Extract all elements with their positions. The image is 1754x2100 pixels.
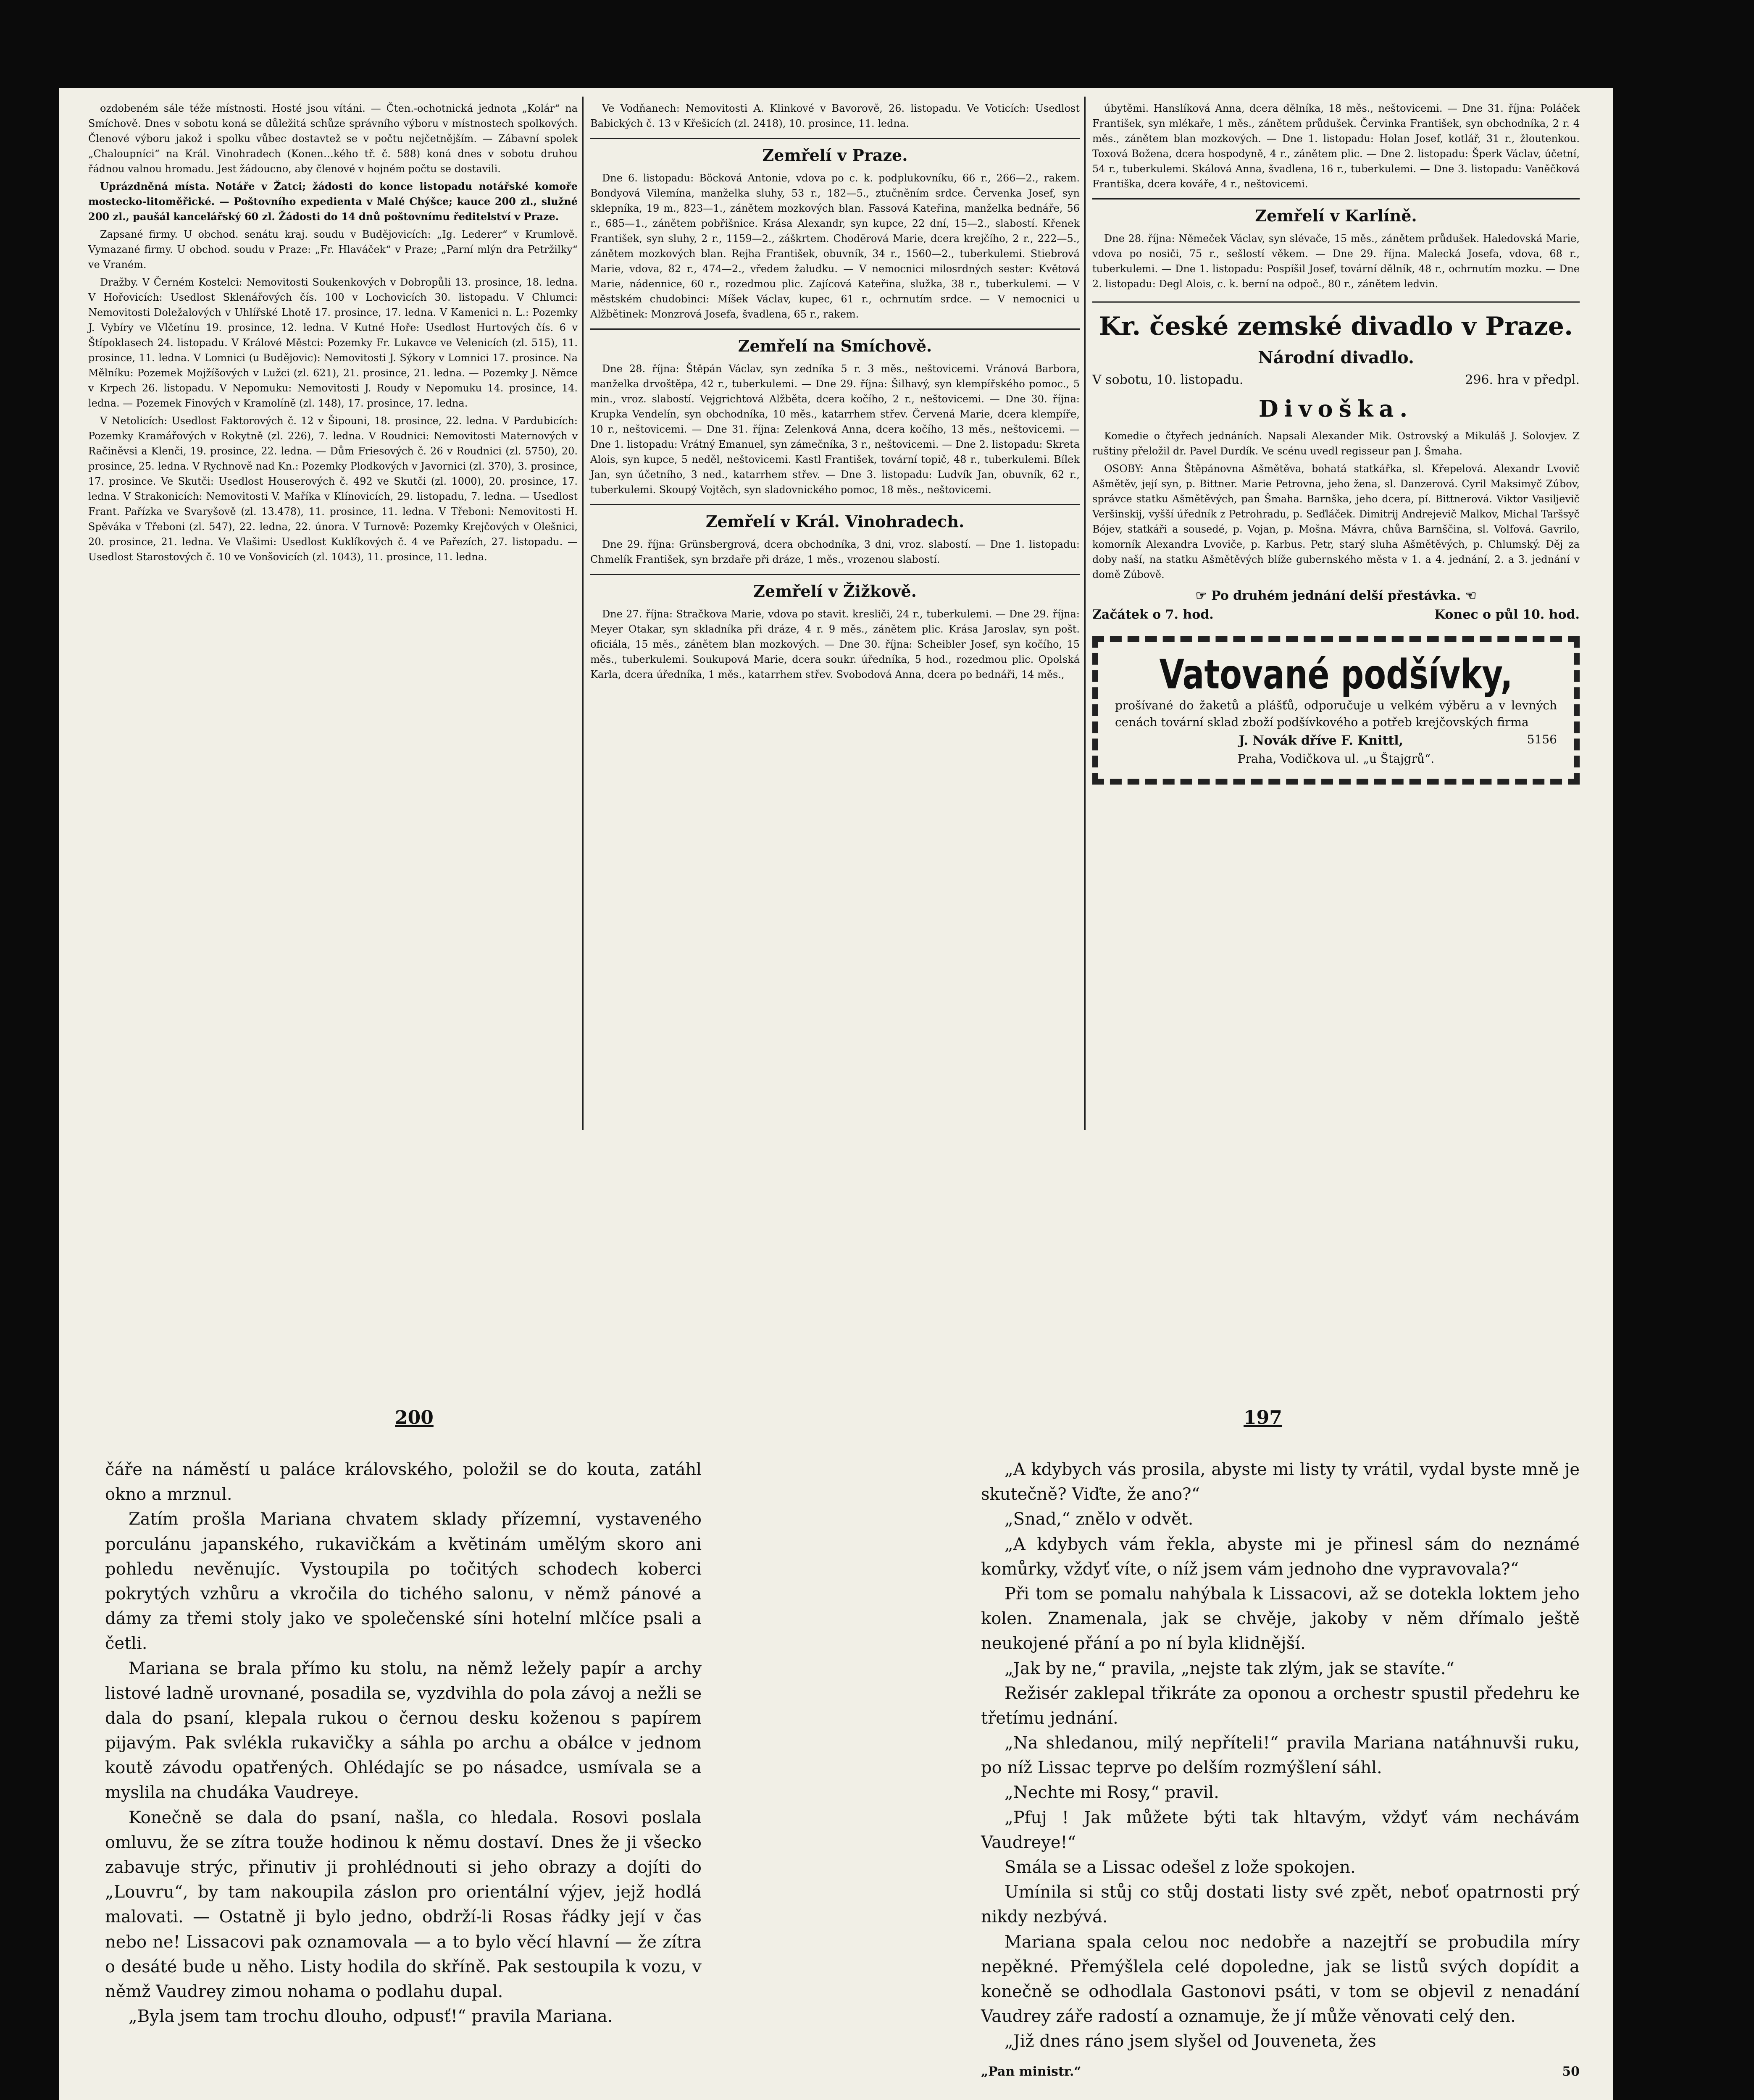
paragraph: čáře na náměstí u paláce královského, položil se do kouta, zatáhl okno a mrznul. bbox=[105, 1460, 702, 1504]
auctions-notice: Dražby. V Černém Kostelci: Nemovitosti Soukenkových v Dobropůli 13. prosince, 18. ledna. V Hořovicích: Usedlost Sklenářových čís. 100 v Lochovicích 30. listopadu. V Chlumci: Nemovitosti Doležalových v Uhlířské Lhotě 17. prosince, 17. ledna. V Kamenici n. L.: Pozemky J. Vybíry ve Vlčetínu 19. prosince, 12. ledna. V Kutné Hoře: Usedlost Hurtových čís. 6 v Štípoklasech 24. listopadu. V Králové Městci: Pozemky Fr. Lukavce ve Velenicích (zl. 515), 11. prosince, 11. ledna. V Lomnici (u Budějovic): Nemovitosti J. Sýkory v Lomnici 17. prosince. Na Mělníku: Pozemek Mojžíšových v Lužci (zl. 621), 21. prosince, 21. ledna. — Pozemky J. Němce v Krpech 26. listopadu. V Nepomuku: Nemovitosti J. Roudy v Nepomuku 14. prosince, 14. ledna. — Pozemek Finových v Kramolíně (zl. 148), 17. prosince, 17. ledna. bbox=[88, 276, 578, 409]
start-time: Začátek o 7. hod. bbox=[1092, 607, 1214, 622]
paragraph: „Nechte mi Rosy,“ pravil. bbox=[1005, 1783, 1219, 1803]
book-page-left bbox=[105, 1457, 702, 2029]
column-divider bbox=[582, 97, 584, 1130]
paragraph: „A kdybych vás prosila, abyste mi listy ty vrátil, vydal byste mně je skutečně? Viďte, že ano?“ bbox=[981, 1460, 1580, 1504]
paragraph: Režisér zaklepal třikráte za oponou a orchestr spustil předehru ke třetímu jednání. bbox=[981, 1683, 1580, 1728]
theater-subtitle: Národní divadlo. bbox=[1258, 348, 1414, 368]
deaths-smichov: Dne 28. října: Štěpán Václav, syn zedníka 5 r. 3 měs., neštovicemi. Vránová Barbora, manželka drvoštěpa, 42 r., tuberkulemi. — Dne 29. října: Šilhavý, syn klempířského pomoc., 5 min., vroz. slabostí. Vejgrichtová Alžběta, dcera kočího, 2 r., neštovicemi. — Dne 30. října: Krupka Vendelín, syn obchodníka, 10 měs., katarrhem střev. Červená Marie, dcera klempíře, 10 r., neštovicemi. — Dne 31. října: Zelenková Anna, dcera kočího, 13 měs., neštovicemi. — Dne 1. listopadu: Vrátný Emanuel, syn zámečníka, 3 r., neštovicemi. — Dne 2. listopadu: Skreta Alois, syn kupce, 5 neděl, neštovicemi. Kastl František, tovární topič, 48 r., tuberkulemi. Bílek Jan, syn účetního, 3 ned., katarrhem střev. — Dne 3. listopadu: Ludvík Jan, obuvník, 62 r., tuberkulemi. Skoupý Vojtěch, syn sladovnického pomoc, 18 měs., neštovicemi. bbox=[590, 363, 1080, 496]
deaths-zizkov-continued: úbytěmi. Hanslíková Anna, dcera dělníka, 18 měs., neštovicemi. — Dne 31. října: Poláček František, syn mlékaře, 1 měs., zánětem průdušek. Červinka František, syn obchodníka, 2 r. 4 měs., zánětem blan mozkových. — Dne 1. listopadu: Holan Josef, kotlář, 31 r., žloutenkou. Toxová Božena, dcera hospodyně, 4 r., zánětem plic. — Dne 2. listopadu: Šperk Václav, účetní, 54 r., tuberkulemi. Skálová Anna, švadlena, 16 r., tuberkulemi. — Dne 3. listopadu: Vaněčková Františka, dcera kováře, 4 r., neštovicemi. bbox=[1092, 102, 1580, 190]
newspaper-sheet bbox=[59, 88, 1613, 2100]
end-time: Konec o půl 10. hod. bbox=[1434, 607, 1580, 622]
registered-firms-notice: Zapsané firmy. U obchod. senátu kraj. soudu v Budějovicích: „Ig. Lederer“ v Krumlově. Vymazané firmy. U obchod. soudu v Praze: „Fr. Hlaváček“ v Praze; „Parní mlýn dra Petržilky“ ve Vraném. bbox=[88, 228, 578, 270]
performance-date: V sobotu, 10. listopadu. bbox=[1092, 373, 1244, 387]
pointing-hand-icon: ☜ bbox=[1461, 588, 1477, 603]
ad-text: prošívané do žaketů a plášťů, odporučuje u velkém výběru a v levných cenách tovární sklad zboží podšívkového a potřeb krejčovských firma bbox=[1115, 698, 1557, 730]
play-description: Komedie o čtyřech jednáních. Napsali Alexander Mik. Ostrovský a Mikuláš J. Solovjev. Z ruštiny přeložil dr. Pavel Durdík. Ve scénu uvedl regisseur pan J. Šmaha. bbox=[1092, 430, 1580, 457]
ad-firm: J. Novák dříve F. Knittl, bbox=[1239, 733, 1404, 748]
play-title: Divoška. bbox=[1258, 395, 1414, 422]
column-divider bbox=[1084, 97, 1086, 1130]
paragraph: „Pfuj ! Jak můžete býti tak hltavým, vždyť vám nechávám Vaudreye!“ bbox=[981, 1808, 1580, 1852]
page-footer bbox=[981, 2063, 1580, 2081]
column-local-news bbox=[88, 101, 578, 567]
heading-deaths-karlin: Zemřelí v Karlíně. bbox=[1092, 198, 1580, 228]
paragraph: „Snad,“ znělo v odvět. bbox=[1005, 1509, 1194, 1529]
footer-title: „Pan ministr.“ bbox=[981, 2064, 1081, 2079]
advertisement-box bbox=[1092, 636, 1580, 785]
column-theater-ads bbox=[1092, 101, 1580, 785]
play-cast: OSOBY: Anna Štěpánovna Ašmětěva, bohatá statkářka, sl. Křepelová. Alexandr Lvovič Ašmětěv, její syn, p. Bittner. Marie Petrovna, jeho žena, sl. Danzerová. Cyril Maksimyč Zúbov, správce statku Ašmětěvých, pan Šmaha. Barnška, jeho dcera, pí. Bittnerová. Viktor Vasiljevič Veršinskij, vyšší úředník z Petrohradu, p. Seďláček. Dimitrij Andrejevič Malkov, Michal Taršsyč Bójev, statkáři a sousedé, p. Vojan, p. Mošna. Mávra, chůva Barnščina, sl. Volfová. Gavrilo, komorník Alexandra Lvoviče, p. Karbus. Petr, starý sluha Ašmětěvých, p. Chlumský. Děj za doby naší, na statku Ašmětěvých blíže gubernského města v 1. a 4. jednání, 2. a 3. jednání v domě Zúbově. bbox=[1092, 463, 1580, 580]
paragraph: Mariana se brala přímo ku stolu, na němž ležely papír a archy listové ladně urovnané, posadila se, vyzdvihla do pola závoj a nežli se dala do psaní, klepala rukou o černou desku koženou s papírem pijavým. Pak svlékla rukavičky a sáhla po archu a obálce v jednom koutě závodu opatřených. Ohlédajíc se po násadce, usmívala se a myslila na chudáka Vaudreye. bbox=[105, 1659, 702, 1803]
vacancies-notice: Uprázdněná místa. Notáře v Žatci; žádosti do konce listopadu notářské komoře mostecko-litoměřické. — Poštovního expedienta v Malé Chýšce; kauce 200 zl., služné 200 zl., paušál kancelářský 60 zl. Žádosti do 14 dnů poštovnímu ředitelství v Praze. bbox=[88, 180, 578, 223]
paragraph: Umínila si stůj co stůj dostati listy své zpět, neboť opatrnosti prý nikdy nezbývá. bbox=[981, 1882, 1580, 1927]
page-number-left: 200 bbox=[395, 1407, 434, 1428]
paragraph: „A kdybych vám řekla, abyste mi je přinesl sám do neznámé komůrky, vždyť víte, o níž jsem vám jednoho dne vypravovala?“ bbox=[981, 1534, 1580, 1579]
paragraph: „Byla jsem tam trochu dlouho, odpusť!“ pravila Mariana. bbox=[129, 2007, 613, 2026]
club-notices: ozdobeném sále téže místnosti. Hosté jsou vítáni. — Čten.-ochotnická jednota „Kolár“ na Smíchově. Dnes v sobotu koná se důležitá schůze správního výboru v místnostech spolkových. Členové výboru jakož i spolku vůbec dostavtež se v počtu nejčetnějším. — Zábavní spolek „Chaloupníci“ na Král. Vinohradech (Konen…kého tř. č. 588) koná dnes v sobotu druhou řádnou valnou hromadu. Jest žádoucno, aby členové v hojném počtu se dostavili. bbox=[88, 102, 578, 175]
heading-deaths-prague: Zemřelí v Praze. bbox=[590, 138, 1080, 167]
footer-signature: 50 bbox=[1562, 2064, 1580, 2079]
deaths-vinohrady: Dne 29. října: Grünsbergrová, dcera obchodníka, 3 dni, vroz. slabostí. — Dne 1. listopadu: Chmelík František, syn brzdaře při dráze, 1 měs., vrozenou slabostí. bbox=[590, 538, 1080, 565]
auctions-tail: Ve Vodňanech: Nemovitosti A. Klinkové v Bavorově, 26. listopadu. Ve Voticích: Usedlost Babických č. 13 v Křešicích (zl. 2418), 10. prosince, 11. ledna. bbox=[590, 102, 1080, 129]
paragraph: „Jak by ne,“ pravila, „nejste tak zlým, jak se stavíte.“ bbox=[1005, 1659, 1454, 1678]
intermission-note bbox=[1092, 586, 1580, 605]
performance-number: 296. hra v předpl. bbox=[1465, 373, 1580, 387]
ad-number: 5156 bbox=[1527, 732, 1557, 746]
intermission-text: Po druhém jednání delší přestávka. bbox=[1211, 588, 1461, 603]
performance-times bbox=[1092, 605, 1580, 624]
paragraph: Smála se a Lissac odešel z lože spokojen. bbox=[1005, 1858, 1356, 1877]
paragraph: „Již dnes ráno jsem slyšel od Jouveneta, žes bbox=[1005, 2032, 1376, 2051]
pointing-hand-icon: ☞ bbox=[1195, 588, 1211, 603]
ad-title: Vatované podšívky, bbox=[1159, 651, 1513, 698]
paragraph: Mariana spala celou noc nedobře a nazejtří se probudila míry nepěkné. Přemýšlela celé dopoledne, jak se listů svých dopídit a konečně se odhodlala Gastonovi psáti, v tom se objevil z nenadání Vaudrey záře radostí a oznamuje, že jí může věnovati celý den. bbox=[981, 1932, 1580, 2026]
heading-deaths-vinohrady: Zemřelí v Král. Vinohradech. bbox=[590, 504, 1080, 533]
auctions-notice-continued: V Netolicích: Usedlost Faktorových č. 12 v Šipouni, 18. prosince, 22. ledna. V Pardubicích: Pozemky Kramářových v Rokytně (zl. 226), 7. ledna. V Roudnici: Nemovitosti Maternových v Račiněvsi a Klenči, 19. prosince, 22. ledna. — Dům Friesových č. 26 v Roudnici (zl. 5750), 20. prosince, 25. ledna. V Rychnově nad Kn.: Pozemky Plodkových v Javornici (zl. 370), 3. prosince, 17. prosince. Ve Skutči: Usedlost Houserových č. 492 ve Skutči (zl. 1000), 20. prosince, 17. ledna. V Strakonicích: Nemovitosti V. Maříka v Klínovicích, 29. listopadu, 7. ledna. — Usedlost Frant. Pařízka ve Svaryšově (zl. 13.478), 11. prosince, 11. ledna. V Třeboni: Nemovitosti H. Spěváka v Třeboni (zl. 547), 22. ledna, 22. února. V Turnově: Pozemky Krejčových v Olešnici, 20. prosince, 21. ledna. Ve Vlašimi: Usedlost Kuklíkových č. 4 ve Pařezích, 27. listopadu. — Usedlost Starostových č. 10 ve Vonšovicích (zl. 1043), 11. prosince, 11. ledna. bbox=[88, 415, 578, 563]
book-page-right bbox=[981, 1457, 1580, 2081]
performance-info bbox=[1092, 370, 1580, 389]
heading-deaths-smichov: Zemřelí na Smíchově. bbox=[590, 328, 1080, 358]
theater-title: Kr. české zemské divadlo v Praze. bbox=[1092, 301, 1580, 345]
page-number-right: 197 bbox=[1244, 1407, 1282, 1428]
paragraph: Konečně se dala do psaní, našla, co hledala. Rosovi poslala omluvu, že se zítra touže hodinou k němu dostaví. Dnes že ji všecko zabavuje strýc, přinutiv ji prohlédnouti si jeho obrazy a dojíti do „Louvru“, by tam nakoupila záslon pro orientální výjev, jejž hodlá malovati. — Ostatně ji bylo jedno, obdrží-li Rosas řádky její v čas nebo ne! Lissacovi pak oznamovala — a to bylo věcí hlavní — že zítra o desáté bude u něho. Listy hodila do skříně. Pak sestoupila k vozu, v němž Vaudrey zimou nohama o podlahu dupal. bbox=[105, 1808, 702, 2001]
deaths-karlin: Dne 28. října: Němeček Václav, syn slévače, 15 měs., zánětem průdušek. Haledovská Marie, vdova po nosiči, 75 r., sešlostí věkem. — Dne 29. října. Malecká Josefa, vdova, 68 r., tuberkulemi. — Dne 1. listopadu: Pospíšil Josef, tovární dělník, 48 r., ochrnutím mozku. — Dne 2. listopadu: Degl Alois, c. k. berní na odpoč., 80 r., zánětem ledvin. bbox=[1092, 233, 1580, 290]
deaths-prague: Dne 6. listopadu: Böcková Antonie, vdova po c. k. podplukovníku, 66 r., 266—2., rakem. Bondyová Vilemína, manželka sluhy, 53 r., 182—5., ztučněním srdce. Červenka Josef, syn sklepníka, 19 m., 823—1., zánětem mozkových blan. Fassová Kateřina, manželka bednáře, 56 r., 685—1., zánětem pobřišnice. Krása Alexandr, syn kupce, 22 dní, 15—2., slabostí. Křenek František, syn sluhy, 2 r., 1159—2., záškrtem. Chodĕrová Marie, dcera krejčího, 2 r., 222—5., zánětem mozkových blan. Rejha František, obuvník, 34 r., 1560—2., tuberkulemi. Stiebrová Marie, vdova, 82 r., 474—2., vředem žaludku. — V nemocnici milosrdných sester: Květová Marie, nádennice, 60 r., rozedmou plic. Zajícová Kateřina, služka, 38 r., tuberkulemi. — V městském chudobinci: Míšek Václav, kupec, 61 r., ochrnutím srdce. — V nemocnici u Alžbětinek: Monzrová Josefa, švadlena, 65 r., rakem. bbox=[590, 172, 1080, 320]
paragraph: Zatím prošla Mariana chvatem sklady přízemní, vystaveného porculánu japanského, rukavičkám a květinám umělým skoro ani pohledu nevěnujíc. Vystoupila po točitých schodech koberci pokrytých vzhůru a vkročila do tichého salonu, v němž pánové a dámy za třemi stoly jako ve společenské síni hotelní mlčíce psali a četli. bbox=[105, 1509, 702, 1654]
ad-address: Praha, Vodičkova ul. „u Štajgrů“. bbox=[1237, 751, 1435, 766]
paragraph: Při tom se pomalu nahýbala k Lissacovi, až se dotekla loktem jeho kolen. Znamenala, jak se chvěje, jakoby v něm dřímalo ještě neukojené přání a po ní byla klidnější. bbox=[981, 1584, 1580, 1654]
paragraph: „Na shledanou, milý nepříteli!“ pravila Mariana natáhnuvši ruku, po níž Lissac teprve po delším rozmýšlení sáhl. bbox=[981, 1733, 1580, 1778]
column-obituaries bbox=[590, 101, 1080, 685]
heading-deaths-zizkov: Zemřelí v Žižkově. bbox=[590, 574, 1080, 603]
deaths-zizkov: Dne 27. října: Stračkova Marie, vdova po stavit. kresliči, 24 r., tuberkulemi. — Dne 29. října: Meyer Otakar, syn skladníka při dráze, 4 r. 9 měs., zánětem plic. Krása Jaroslav, syn pošt. oficiála, 15 měs., zánětem blan mozkových. — Dne 30. října: Scheibler Josef, syn kočího, 15 měs., tuberkulemi. Soukupová Marie, dcera soukr. úředníka, 5 hod., rozedmou plic. Opolská Karla, dcera úředníka, 1 měs., katarrhem střev. Svobodová Anna, dcera po bednáři, 14 měs., bbox=[590, 608, 1080, 680]
